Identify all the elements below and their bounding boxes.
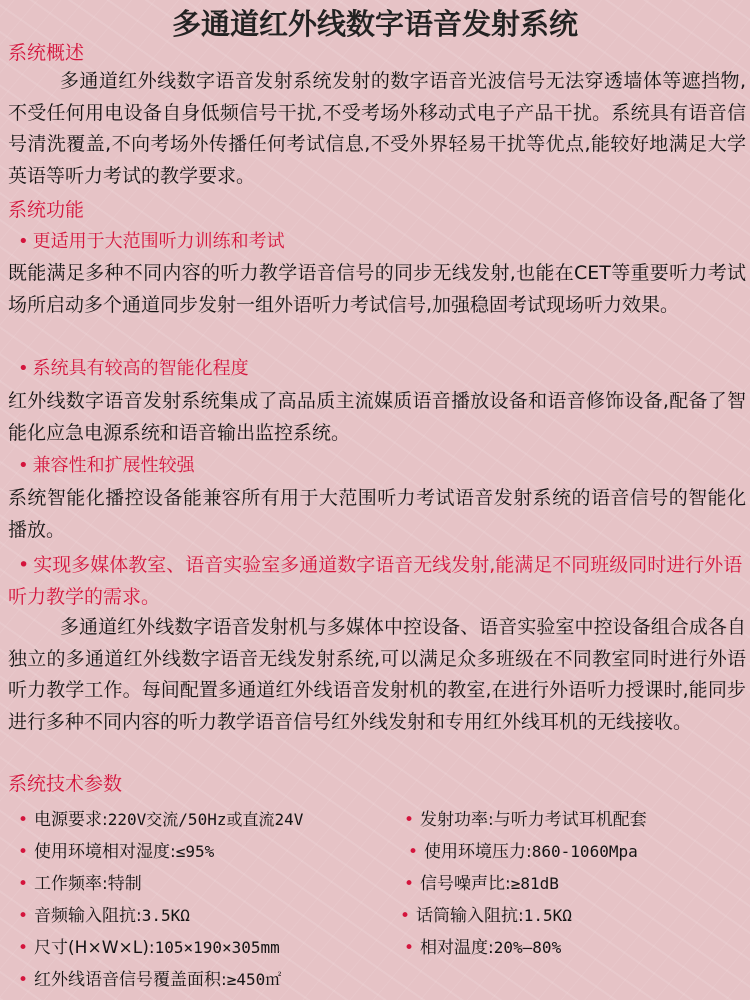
spec-value: 与听力考试耳机配套 xyxy=(493,810,647,830)
spec-label: 发射功率: xyxy=(420,810,494,830)
spec-value: 1.5KΩ xyxy=(523,906,572,925)
spec-label: 信号噪声比: xyxy=(420,874,511,894)
spec-item xyxy=(18,870,142,898)
feature-label: 实现多媒体教室、语音实验室多通道数字语音无线发射,能满足不同班级同时进行外语听力教学的需求。 xyxy=(8,554,743,608)
feature-title xyxy=(18,229,285,255)
spec-label: 工作频率: xyxy=(34,874,108,894)
spec-value: ≤95% xyxy=(175,842,215,861)
feature-title xyxy=(18,453,195,479)
overview-paragraph: 多通道红外线数字语音发射系统发射的数字语音光波信号无法穿透墙体等遮挡物,不受任何用电设备自身低频信号干扰,不受考场外移动式电子产品干扰。系统具有语音信号清洗覆盖,不向考场外传播任何考试信息,不受外界轻易干扰等优点,能较好地满足大学英语等听力考试的教学要求。 xyxy=(8,70,746,187)
bullet-icon: • xyxy=(18,938,29,958)
bullet-icon: • xyxy=(18,455,29,476)
spec-value: 3.5KΩ xyxy=(141,906,190,925)
bullet-icon: • xyxy=(18,970,29,990)
bullet-icon: • xyxy=(18,906,29,926)
feature-paragraph: 红外线数字语音发射系统集成了高品质主流媒质语音播放设备和语音修饰设备,配备了智能化应急电源系统和语音输出监控系统。 xyxy=(8,390,746,444)
spec-value: ≥81dB xyxy=(510,874,559,893)
feature-paragraph: 多通道红外线数字语音发射机与多媒体中控设备、语音实验室中控设备组合成各自独立的多通道红外线数字语音无线发射系统,可以满足众多班级在不同教室同时进行外语听力教学工作。每间配置多通道红外线语音发射机的教室,在进行外语听力授课时,能同步进行多种不同内容的听力教学语音信号红外线发射和专用红外线耳机的无线接收。 xyxy=(8,616,746,733)
bullet-icon: • xyxy=(400,906,411,926)
spec-value: 特制 xyxy=(107,874,142,894)
bullet-icon: • xyxy=(18,231,29,252)
section-heading-specs: 系统技术参数 xyxy=(8,773,123,795)
spec-value: 105×190×305mm xyxy=(154,938,280,957)
spec-label: 使用环境压力: xyxy=(424,842,532,862)
spec-value: ≥450㎡ xyxy=(226,970,282,989)
spec-item xyxy=(404,934,561,962)
spec-value: 20%—80% xyxy=(493,938,562,957)
spec-value: 860-1060Mpa xyxy=(531,842,638,861)
feature-paragraph: 既能满足多种不同内容的听力教学语音信号的同步无线发射,也能在CET等重要听力考试场所启动多个通道同步发射一组外语听力考试信号,加强稳固考试现场听力效果。 xyxy=(8,262,746,316)
spec-item xyxy=(18,966,281,994)
spec-label: 话筒输入阻抗: xyxy=(416,906,524,926)
page-title: 多通道红外线数字语音发射系统 xyxy=(171,7,578,41)
bullet-icon: • xyxy=(18,874,29,894)
spec-item xyxy=(18,806,303,834)
spec-item xyxy=(404,870,559,898)
bullet-icon: • xyxy=(408,842,419,862)
section-heading-overview: 系统概述 xyxy=(8,42,85,64)
spec-label: 相对温度: xyxy=(420,938,494,958)
feature-title xyxy=(18,356,249,382)
spec-label: 电源要求: xyxy=(34,810,108,830)
spec-item xyxy=(18,838,214,866)
feature-paragraph: 系统智能化播控设备能兼容所有用于大范围听力考试语音发射系统的语音信号的智能化播放。 xyxy=(8,487,746,541)
bullet-icon: • xyxy=(404,938,415,958)
bullet-icon: • xyxy=(404,874,415,894)
spec-item xyxy=(18,934,280,962)
spec-item xyxy=(408,838,638,866)
spec-item xyxy=(18,902,190,930)
spec-label: 红外线语音信号覆盖面积: xyxy=(34,970,227,990)
section-heading-features: 系统功能 xyxy=(8,199,85,221)
bullet-icon: • xyxy=(18,842,29,862)
spec-item xyxy=(400,902,572,930)
feature-label: 系统具有较高的智能化程度 xyxy=(32,358,249,379)
feature-title-long xyxy=(8,550,746,613)
spec-value: 220V交流/50Hz或直流24V xyxy=(107,810,304,829)
bullet-icon: • xyxy=(404,810,415,830)
bullet-icon: • xyxy=(18,554,30,576)
bullet-icon: • xyxy=(18,810,29,830)
spec-label: 尺寸(H×W×L): xyxy=(34,938,155,958)
bullet-icon: • xyxy=(18,358,29,379)
spec-label: 音频输入阻抗: xyxy=(34,906,142,926)
feature-label: 更适用于大范围听力训练和考试 xyxy=(32,231,285,252)
feature-label: 兼容性和扩展性较强 xyxy=(32,455,195,476)
spec-label: 使用环境相对湿度: xyxy=(34,842,176,862)
spec-item xyxy=(404,806,647,834)
